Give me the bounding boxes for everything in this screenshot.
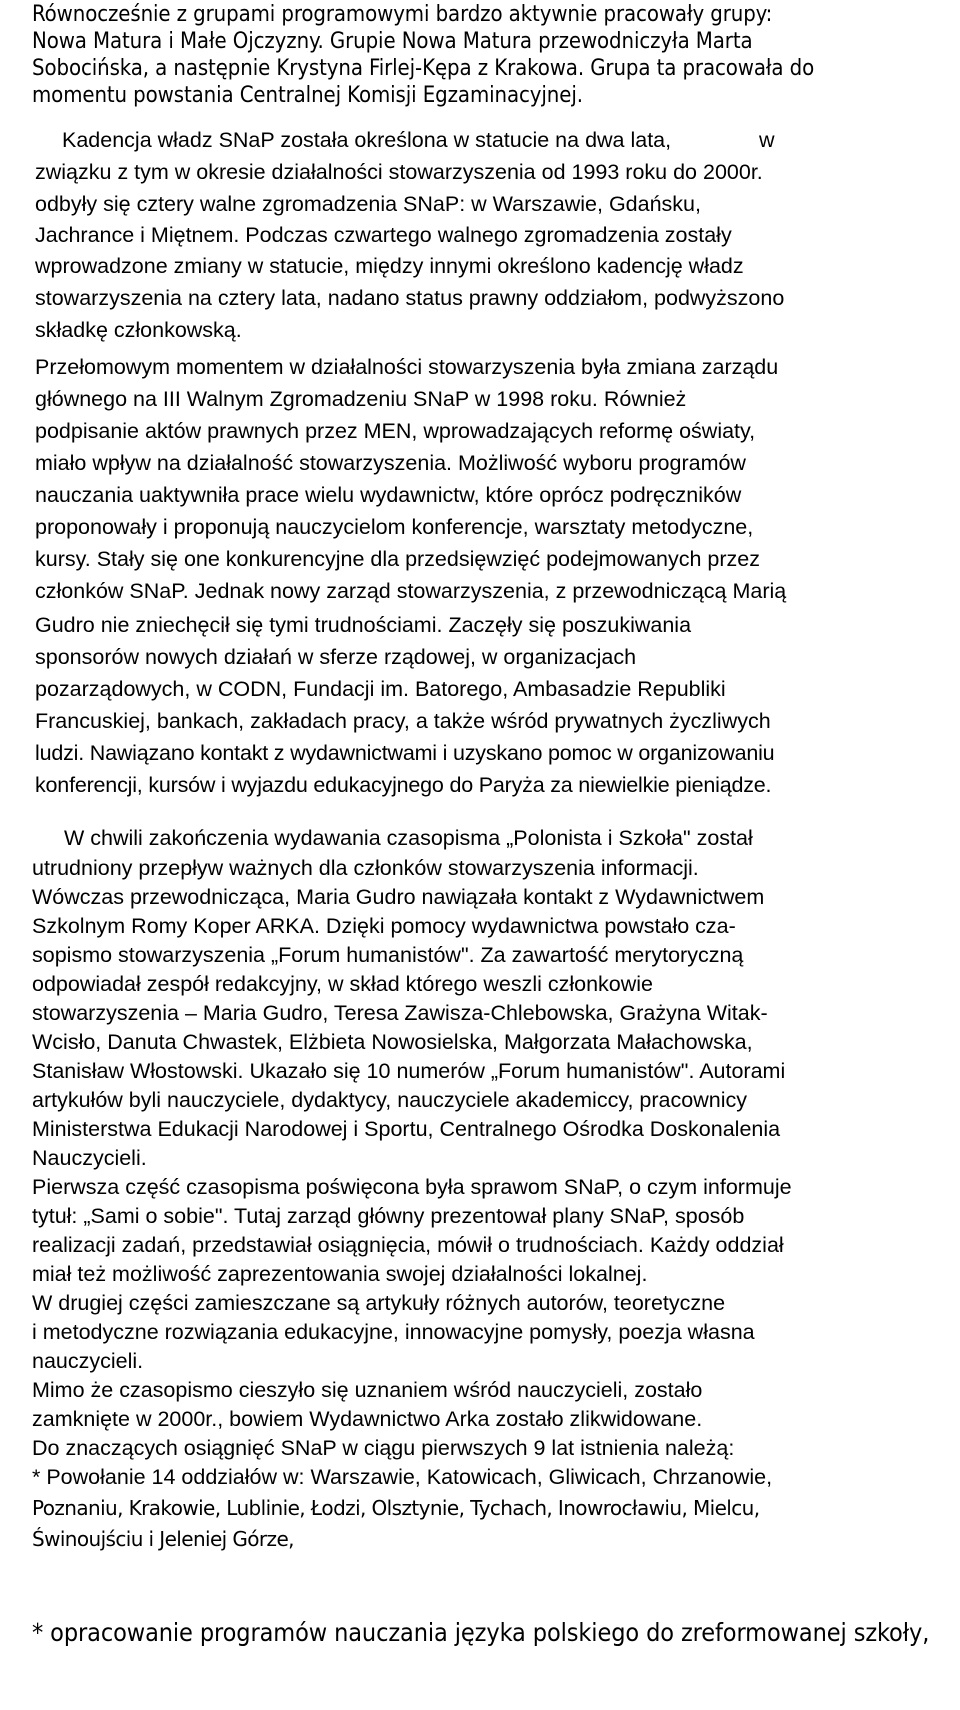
text-fragment: w [759,128,775,152]
text-line: miało wpływ na działalność stowarzyszenia. Możliwość wyboru programów [35,451,746,475]
text-line: Szkolnym Romy Koper ARKA. Dzięki pomocy wydawnictwa powstało cza- [32,914,736,938]
text-line: proponowały i proponują nauczycielom konferencje, warsztaty metodyczne, [35,515,754,539]
text-line: Stanisław Włostowski. Ukazało się 10 numerów „Forum humanistów". Autorami [32,1059,786,1083]
text-line: Ministerstwa Edukacji Narodowej i Sportu, Centralnego Ośrodka Doskonalenia [32,1117,781,1141]
text-line: Przełomowym momentem w działalności stowarzyszenia była zmiana zarządu [35,355,779,379]
text-line: utrudniony przepływ ważnych dla członków stowarzyszenia informacji. [32,856,699,880]
text-line: Jachrance i Miętnem. Podczas czwartego walnego zgromadzenia zostały [35,223,732,247]
text-line: ludzi. Nawiązano kontakt z wydawnictwami i uzyskano pomoc w organizowaniu [35,741,775,765]
text-line: Kadencja władz SNaP została określona w statucie na dwa lata, [62,128,672,152]
text-line: Pierwsza część czasopisma poświęcona była sprawom SNaP, o czym informuje [32,1175,792,1199]
text-line: * opracowanie programów nauczania języka polskiego do zreformowanej szkoły, [32,1618,930,1647]
text-line: Sobocińska, a następnie Krystyna Firlej-Kępa z Krakowa. Grupa ta pracowała do [32,56,815,81]
text-line: składkę członkowską. [35,318,242,342]
text-line: odbyły się cztery walne zgromadzenia SNaP: w Warszawie, Gdańsku, [35,192,701,216]
text-line: głównego na III Walnym Zgromadzeniu SNaP w 1998 roku. Również [35,387,687,411]
text-line: nauczycieli. [32,1349,144,1373]
text-line: Francuskiej, bankach, zakładach pracy, a także wśród prywatnych życzliwych [35,709,771,733]
text-line: zamknięte w 2000r., bowiem Wydawnictwo Arka zostało zlikwidowane. [32,1407,703,1431]
text-line: Nowa Matura i Małe Ojczyzny. Grupie Nowa Matura przewodniczyła Marta [32,29,753,54]
text-line: tytuł: „Sami o sobie". Tutaj zarząd główny prezentował plany SNaP, sposób [32,1204,745,1228]
text-line: W chwili zakończenia wydawania czasopisma „Polonista i Szkoła" został [64,826,753,850]
text-line: realizacji zadań, przedstawiał osiągnięcia, mówił o trudnościach. Każdy oddział [32,1233,784,1257]
text-line: W drugiej części zamieszczane są artykuły różnych autorów, teoretyczne [32,1291,726,1315]
text-line: wprowadzone zmiany w statucie, między innymi określono kadencję władz [35,254,744,278]
text-line: Do znaczących osiągnięć SNaP w ciągu pierwszych 9 lat istnienia należą: [32,1436,735,1460]
text-line: Poznaniu, Krakowie, Lublinie, Łodzi, Olsztynie, Tychach, Inowrocławiu, Mielcu, [32,1496,760,1520]
text-line: kursy. Stały się one konkurencyjne dla przedsięwzięć podejmowanych przez [35,547,760,571]
text-line: podpisanie aktów prawnych przez MEN, wprowadzających reformę oświaty, [35,419,756,443]
text-line: sopismo stowarzyszenia „Forum humanistów". Za zawartość merytoryczną [32,943,744,967]
text-line: miał też możliwość zaprezentowania swojej działalności lokalnej. [32,1262,648,1286]
text-line: Nauczycieli. [32,1146,147,1170]
text-line: Gudro nie zniechęcił się tymi trudnościami. Zaczęły się poszukiwania [35,613,692,637]
text-line: Świnoujściu i Jeleniej Górze, [32,1527,294,1551]
text-line: konferencji, kursów i wyjazdu edukacyjnego do Paryża za niewielkie pieniądze. [35,773,772,797]
text-line: nauczania uaktywniła prace wielu wydawnictw, które oprócz podręczników [35,483,742,507]
text-line: członków SNaP. Jednak nowy zarząd stowarzyszenia, z przewodniczącą Marią [35,579,787,603]
text-line: i metodyczne rozwiązania edukacyjne, innowacyjne pomysły, poezja własna [32,1320,755,1344]
text-line: odpowiadał zespół redakcyjny, w skład którego weszli członkowie [32,972,654,996]
text-line: Wówczas przewodnicząca, Maria Gudro nawiązała kontakt z Wydawnictwem [32,885,765,909]
text-line: artykułów byli nauczyciele, dydaktycy, nauczyciele akademiccy, pracownicy [32,1088,747,1112]
text-line: Równocześnie z grupami programowymi bardzo aktywnie pracowały grupy: [32,2,773,27]
text-line: Wcisło, Danuta Chwastek, Elżbieta Nowosielska, Małgorzata Małachowska, [32,1030,753,1054]
text-line: stowarzyszenia na cztery lata, nadano status prawny oddziałom, podwyższono [35,286,785,310]
text-line: związku z tym w okresie działalności stowarzyszenia od 1993 roku do 2000r. [35,160,763,184]
text-line: * Powołanie 14 oddziałów w: Warszawie, Katowicach, Gliwicach, Chrzanowie, [32,1465,773,1489]
text-line: stowarzyszenia – Maria Gudro, Teresa Zawisza-Chlebowska, Grażyna Witak- [32,1001,768,1025]
text-line: Mimo że czasopismo cieszyło się uznaniem wśród nauczycieli, zostało [32,1378,703,1402]
text-line: sponsorów nowych działań w sferze rządowej, w organizacjach [35,645,637,669]
text-line: pozarządowych, w CODN, Fundacji im. Batorego, Ambasadzie Republiki [35,677,726,701]
text-line: momentu powstania Centralnej Komisji Egzaminacyjnej. [32,83,583,108]
